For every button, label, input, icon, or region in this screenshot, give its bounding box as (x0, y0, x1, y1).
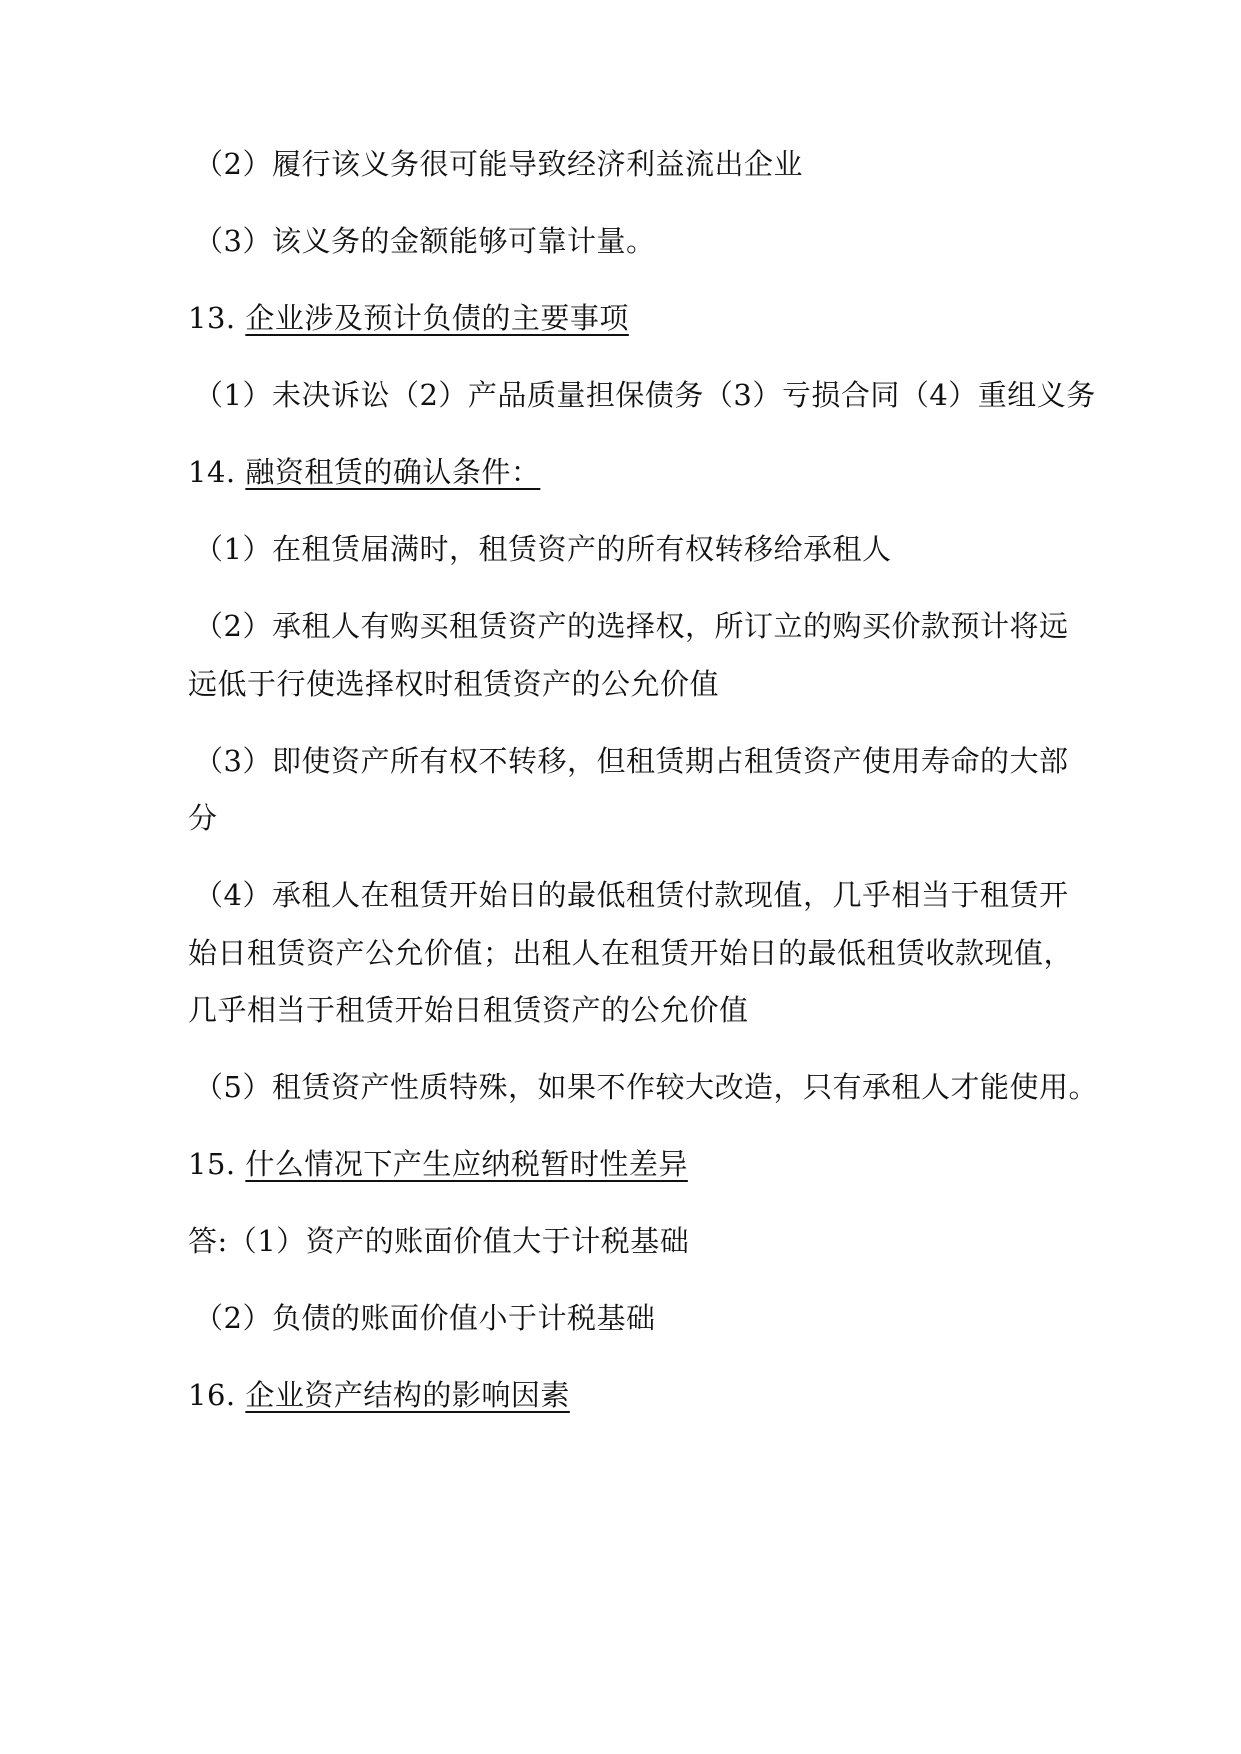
heading-title: 企业涉及预计负债的主要事项 (245, 301, 629, 335)
paragraph-continuation: 分 (188, 801, 218, 835)
paragraph: （3）该义务的金额能够可靠计量。 (194, 224, 656, 258)
paragraph: （3）即使资产所有权不转移，但租赁期占租赁资产使用寿命的大部 (194, 744, 1069, 778)
paragraph: （4）承租人在租赁开始日的最低租赁付款现值，几乎相当于租赁开 (194, 878, 1069, 912)
paragraph: （5）租赁资产性质特殊，如果不作较大改造，只有承租人才能使用。 (194, 1070, 1098, 1104)
heading-number: 14. (188, 455, 236, 489)
heading-title: 企业资产结构的影响因素 (245, 1378, 570, 1412)
heading-title: 什么情况下产生应纳税暂时性差异 (245, 1147, 688, 1181)
answer-paragraph: 答:（1）资产的账面价值大于计税基础 (188, 1224, 690, 1258)
heading-number: 13. (188, 301, 236, 335)
section-heading-14 (188, 454, 1068, 490)
paragraph: （1）未决诉讼（2）产品质量担保债务（3）亏损合同（4）重组义务 (194, 378, 1096, 412)
paragraph: （2）履行该义务很可能导致经济利益流出企业 (194, 147, 803, 181)
section-heading-13 (188, 300, 1068, 336)
heading-number: 15. (188, 1147, 236, 1181)
section-heading-15 (188, 1146, 1068, 1182)
paragraph: （2）负债的账面价值小于计税基础 (194, 1301, 656, 1335)
heading-number: 16. (188, 1378, 236, 1412)
paragraph-continuation: 始日租赁资产公允价值；出租人在租赁开始日的最低租赁收款现值， (188, 936, 1074, 970)
paragraph: （1）在租赁届满时，租赁资产的所有权转移给承租人 (194, 532, 892, 566)
paragraph-continuation: 几乎相当于租赁开始日租赁资产的公允价值 (188, 993, 749, 1027)
heading-title: 融资租赁的确认条件： (245, 455, 541, 489)
section-heading-16 (188, 1377, 1068, 1413)
paragraph: （2）承租人有购买租赁资产的选择权，所订立的购买价款预计将远 (194, 609, 1069, 643)
paragraph-continuation: 远低于行使选择权时租赁资产的公允价值 (188, 667, 720, 701)
